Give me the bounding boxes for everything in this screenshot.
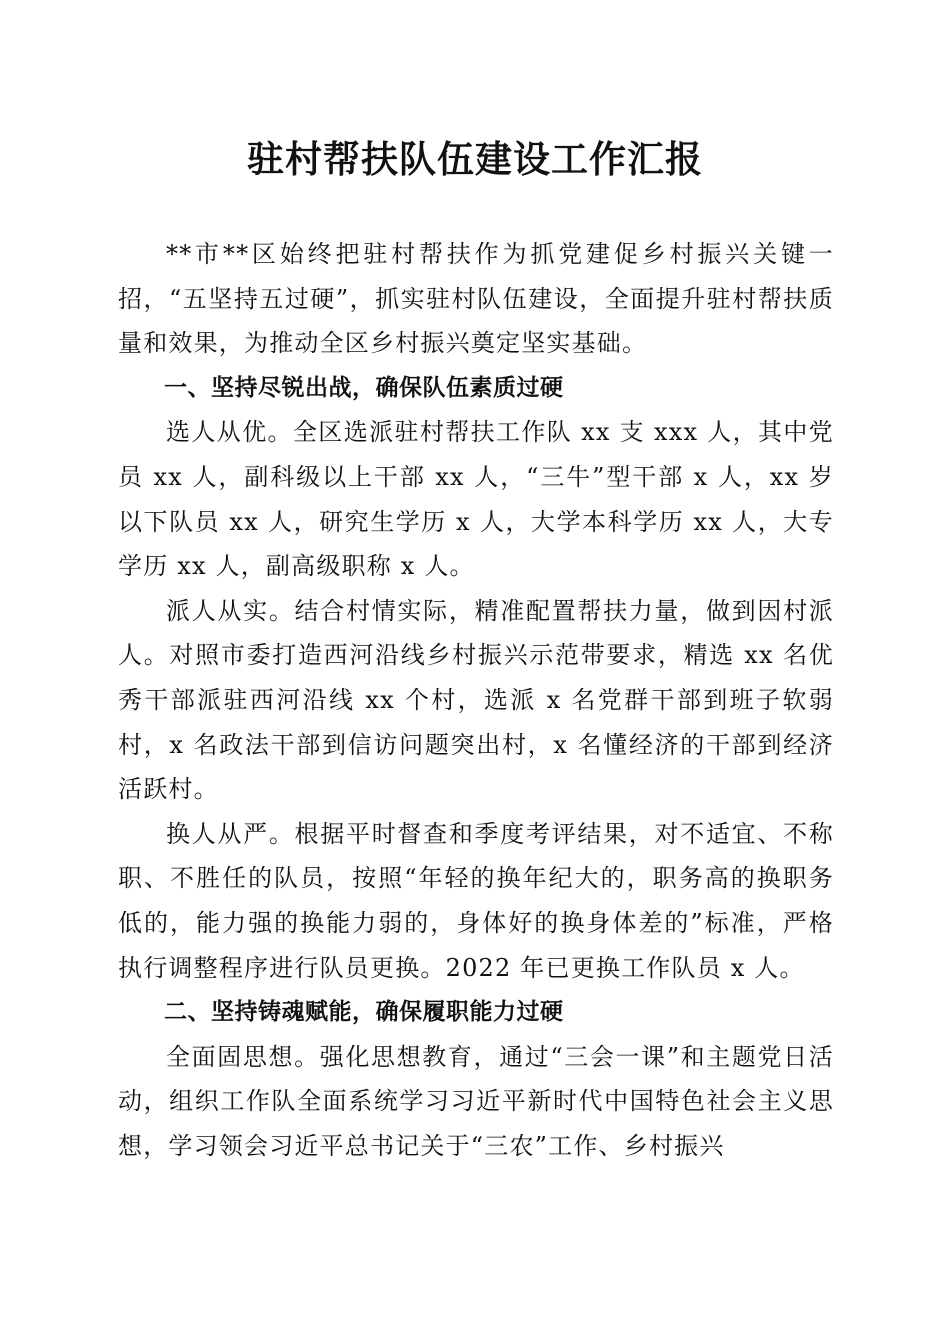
section-1-paragraph-3: 换人从严。根据平时督查和季度考评结果，对不适宜、不称职、不胜任的队员，按照“年轻的换年纪大的，职务高的换职务低的，能力强的换能力弱的，身体好的换身体差的”标准，严格执行调整程序进行队员更换。2022 年已更换工作队员 x 人。 [118, 819, 834, 982]
section-2-paragraph-1: 全面固思想。强化思想教育，通过“三会一课”和主题党日活动，组织工作队全面系统学习习近平新时代中国特色社会主义思想，学习领会习近平总书记关于“三农”工作、乡村振兴 [118, 1042, 834, 1160]
intro-paragraph: **市**区始终把驻村帮扶作为抓党建促乡村振兴关键一招，“五坚持五过硬”，抓实驻村队伍建设，全面提升驻村帮扶质量和效果，为推动全区乡村振兴奠定坚实基础。 [118, 240, 834, 358]
document-body [118, 232, 834, 1168]
section-1-heading: 一、坚持尽锐出战，确保队伍素质过硬 [164, 374, 564, 401]
section-1-paragraph-2: 派人从实。结合村情实际，精准配置帮扶力量，做到因村派人。对照市委打造西河沿线乡村振兴示范带要求，精选 xx 名优秀干部派驻西河沿线 xx 个村，选派 x 名党群干部到班子软弱村，x 名政法干部到信访问题突出村，x 名懂经济的干部到经济活跃村。 [118, 596, 834, 804]
section-1-paragraph-1: 选人从优。全区选派驻村帮扶工作队 xx 支 xxx 人，其中党员 xx 人，副科级以上干部 xx 人，“三牛”型干部 x 人，xx 岁以下队员 xx 人，研究生学历 x 人，大学本科学历 xx 人，大专学历 xx 人，副高级职称 x 人。 [118, 418, 834, 581]
section-2-heading: 二、坚持铸魂赋能，确保履职能力过硬 [164, 999, 564, 1026]
document-title: 驻村帮扶队伍建设工作汇报 [247, 137, 703, 181]
